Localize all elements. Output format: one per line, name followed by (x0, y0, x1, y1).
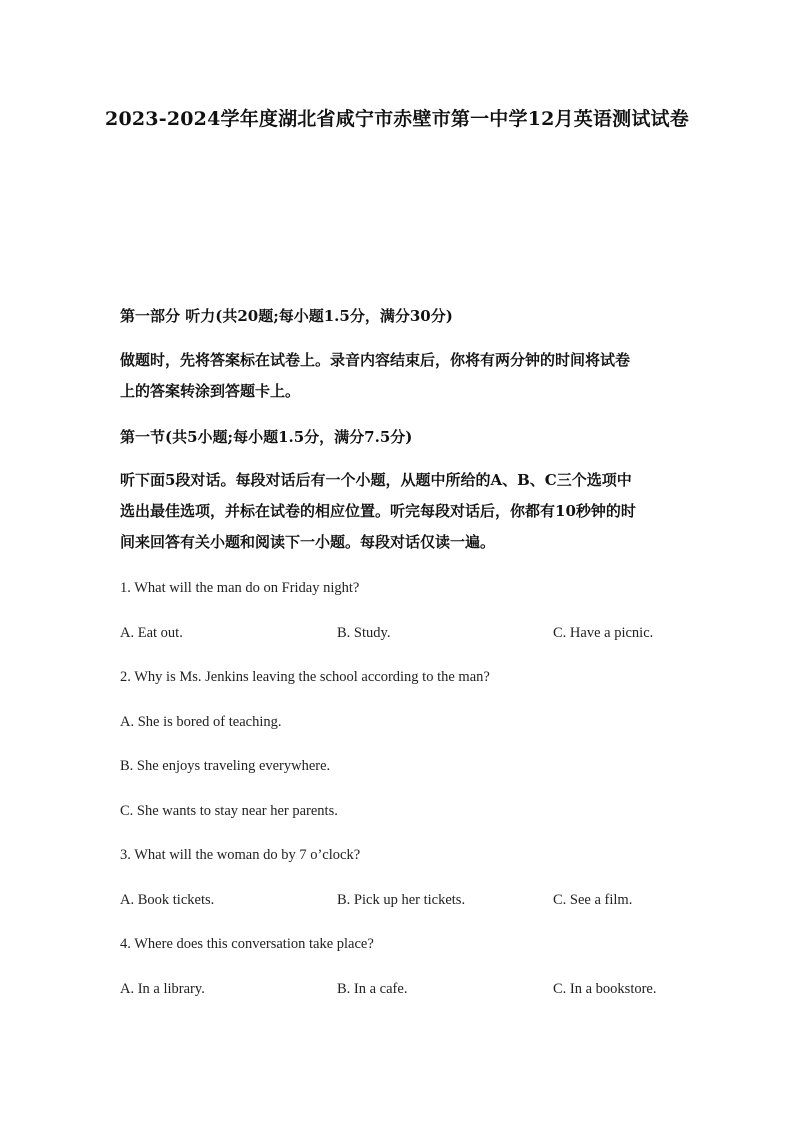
question-4-option-a: A. In a library. (120, 981, 205, 997)
question-2-option-c: C. She wants to stay near her parents. (120, 803, 338, 819)
question-3-option-a: A. Book tickets. (120, 892, 215, 908)
section1-instructions (120, 465, 680, 558)
question-2-option-b: B. She enjoys traveling everywhere. (120, 758, 331, 774)
part1-instruction-line: 上的答案转涂到答题卡上。 (120, 382, 301, 400)
question-4-option-c: C. In a bookstore. (553, 981, 657, 997)
question-3-stem: 3. What will the woman do by 7 o’clock? (120, 847, 361, 863)
question-4-option-b: B. In a cafe. (337, 981, 408, 997)
section1-instruction-line: 间来回答有关小题和阅读下一小题。每段对话仅读一遍。 (120, 533, 496, 551)
question-1-option-b: B. Study. (337, 625, 391, 641)
part1-instruction-line: 做题时，先将答案标在试卷上。录音内容结束后，你将有两分钟的时间将试卷 (120, 351, 631, 369)
question-2-stem: 2. Why is Ms. Jenkins leaving the school according to the man? (120, 669, 490, 685)
question-3-option-b: B. Pick up her tickets. (337, 892, 466, 908)
section1-instruction-line: 选出最佳选项，并标在试卷的相应位置。听完每段对话后，你都有10秒钟的时 (120, 502, 636, 520)
question-1-option-a: A. Eat out. (120, 625, 183, 641)
question-1-stem: 1. What will the man do on Friday night? (120, 580, 360, 596)
section1-instruction-line: 听下面5段对话。每段对话后有一个小题，从题中所给的A、B、C三个选项中 (120, 471, 632, 489)
section1-heading: 第一节(共5小题;每小题1.5分，满分7.5分) (120, 428, 413, 446)
part1-instructions (120, 345, 680, 407)
question-1-option-c: C. Have a picnic. (553, 625, 654, 641)
document-title: 2023-2024学年度湖北省咸宁市赤壁市第一中学12月英语测试试卷 (105, 108, 689, 130)
question-3-option-c: C. See a film. (553, 892, 633, 908)
question-4-stem: 4. Where does this conversation take place? (120, 936, 374, 952)
part1-heading: 第一部分 听力(共20题;每小题1.5分，满分30分) (120, 307, 453, 325)
question-2-option-a: A. She is bored of teaching. (120, 714, 282, 730)
